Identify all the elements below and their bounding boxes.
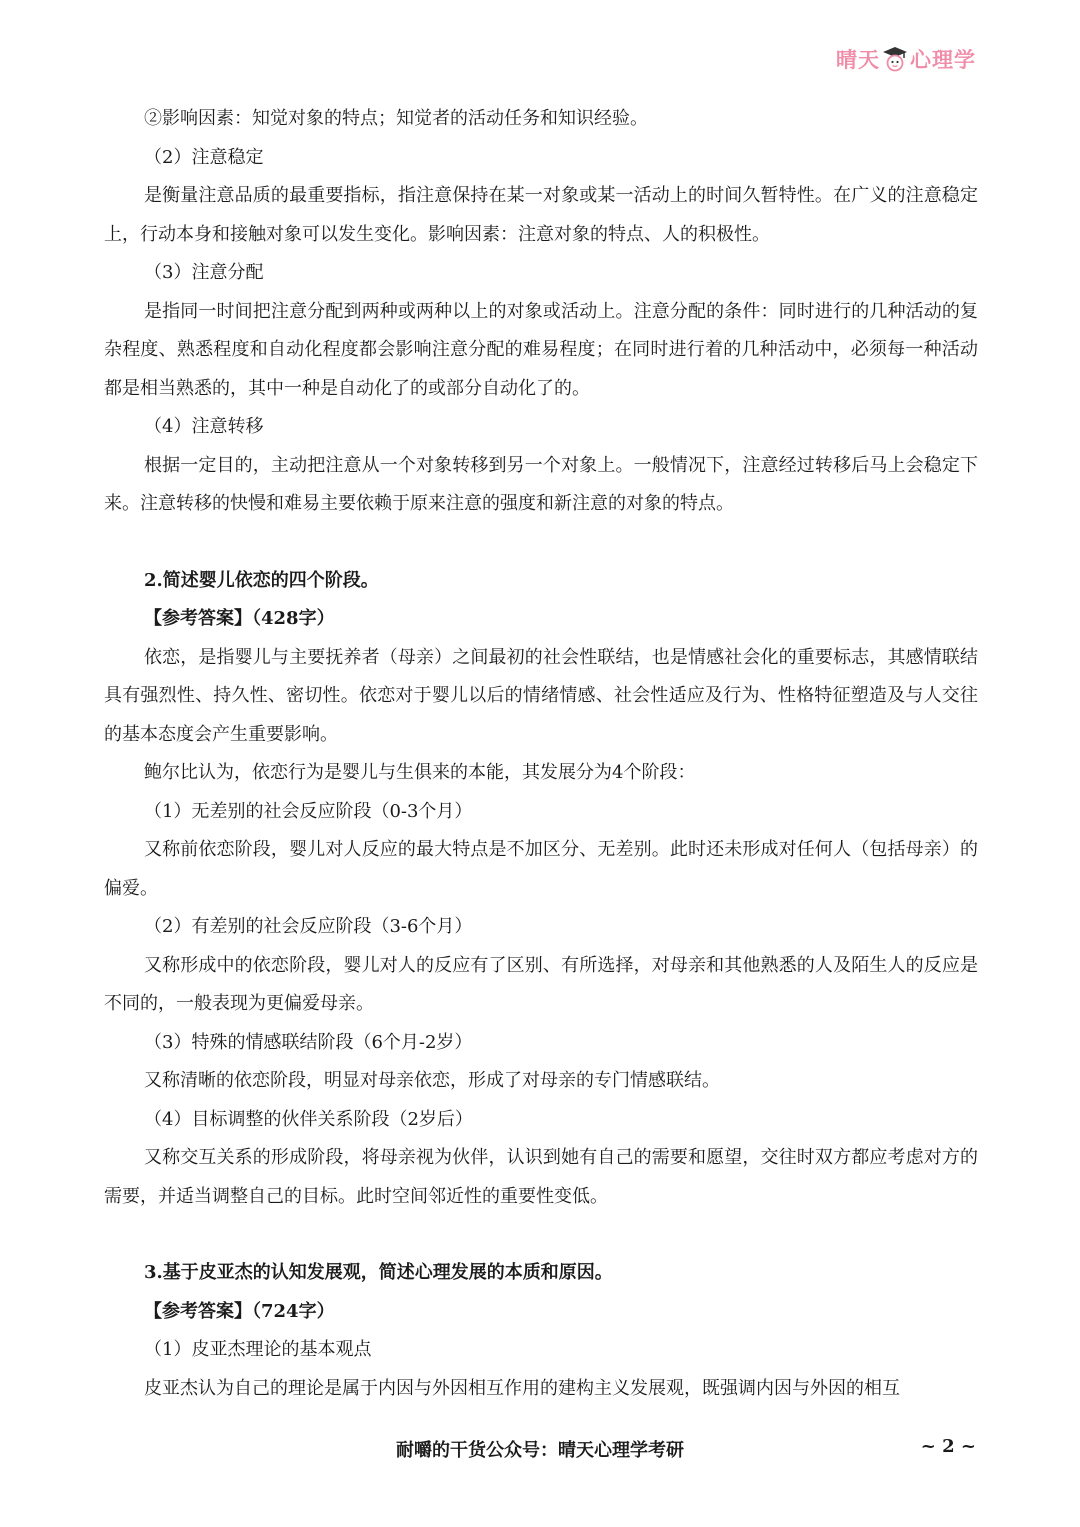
page-number: ~ 2 ~ <box>920 1436 976 1457</box>
paragraph: ②影响因素：知觉对象的特点；知觉者的活动任务和知识经验。 <box>144 108 648 129</box>
brand-text-right: 心理学 <box>910 48 976 72</box>
answer-label: 【参考答案】（428字） <box>144 608 335 629</box>
subheading: （1）皮亚杰理论的基本观点 <box>144 1339 372 1360</box>
paragraph: 鲍尔比认为，依恋行为是婴儿与生俱来的本能，其发展分为4个阶段： <box>144 762 696 783</box>
paragraph: 又称形成中的依恋阶段，婴儿对人的反应有了区别、有所选择，对母亲和其他熟悉的人及陌生人的反应是不同的，一般表现为更偏爱母亲。 <box>104 954 978 1014</box>
subheading: （3）特殊的情感联结阶段（6个月-2岁） <box>144 1031 473 1053</box>
footer-text: 耐嚼的干货公众号：晴天心理学考研 <box>396 1440 684 1461</box>
paragraph: 又称前依恋阶段，婴儿对人反应的最大特点是不加区分、无差别。此时还未形成对任何人（包括母亲）的偏爱。 <box>104 839 978 899</box>
subheading: （2）注意稳定 <box>144 146 264 168</box>
paragraph: 依恋，是指婴儿与主要抚养者（母亲）之间最初的社会性联结，也是情感社会化的重要标志，其感情联结具有强烈性、持久性、密切性。依恋对于婴儿以后的情绪情感、社会性适应及行为、性格特征塑造及与人交往的基本态度会产生重要影响。 <box>104 646 978 745</box>
paragraph: 又称交互关系的形成阶段，将母亲视为伙伴，认识到她有自己的需要和愿望，交往时双方都应考虑对方的需要，并适当调整自己的目标。此时空间邻近性的重要性变低。 <box>104 1147 978 1207</box>
document-body <box>104 100 978 1408</box>
mascot-graduate-icon <box>882 46 908 72</box>
paragraph: 是衡量注意品质的最重要指标，指注意保持在某一对象或某一活动上的时间久暂特性。在广义的注意稳定上，行动本身和接触对象可以发生变化。影响因素：注意对象的特点、人的积极性。 <box>104 185 978 245</box>
paragraph: 又称清晰的依恋阶段，明显对母亲依恋，形成了对母亲的专门情感联结。 <box>144 1070 720 1091</box>
question-heading: 2.简述婴儿依恋的四个阶段。 <box>144 569 379 591</box>
paragraph: 根据一定目的，主动把注意从一个对象转移到另一个对象上。一般情况下，注意经过转移后马上会稳定下来。注意转移的快慢和难易主要依赖于原来注意的强度和新注意的对象的特点。 <box>104 454 978 514</box>
subheading: （4）注意转移 <box>144 416 264 437</box>
brand-text-left: 晴天 <box>836 48 880 72</box>
paragraph: 皮亚杰认为自己的理论是属于内因与外因相互作用的建构主义发展观，既强调内因与外因的相互 <box>144 1377 900 1399</box>
subheading: （3）注意分配 <box>144 262 264 283</box>
subheading: （1）无差别的社会反应阶段（0-3个月） <box>144 800 473 822</box>
paragraph: 是指同一时间把注意分配到两种或两种以上的对象或活动上。注意分配的条件：同时进行的几种活动的复杂程度、熟悉程度和自动化程度都会影响注意分配的难易程度；在同时进行着的几种活动中，必须每一种活动都是相当熟悉的，其中一种是自动化了的或部分自动化了的。 <box>104 300 978 399</box>
subheading: （4）目标调整的伙伴关系阶段（2岁后） <box>144 1108 473 1130</box>
brand-logo <box>836 44 976 74</box>
subheading: （2）有差别的社会反应阶段（3-6个月） <box>144 916 473 937</box>
answer-label: 【参考答案】（724字） <box>144 1300 335 1322</box>
question-heading: 3.基于皮亚杰的认知发展观，简述心理发展的本质和原因。 <box>144 1262 613 1283</box>
